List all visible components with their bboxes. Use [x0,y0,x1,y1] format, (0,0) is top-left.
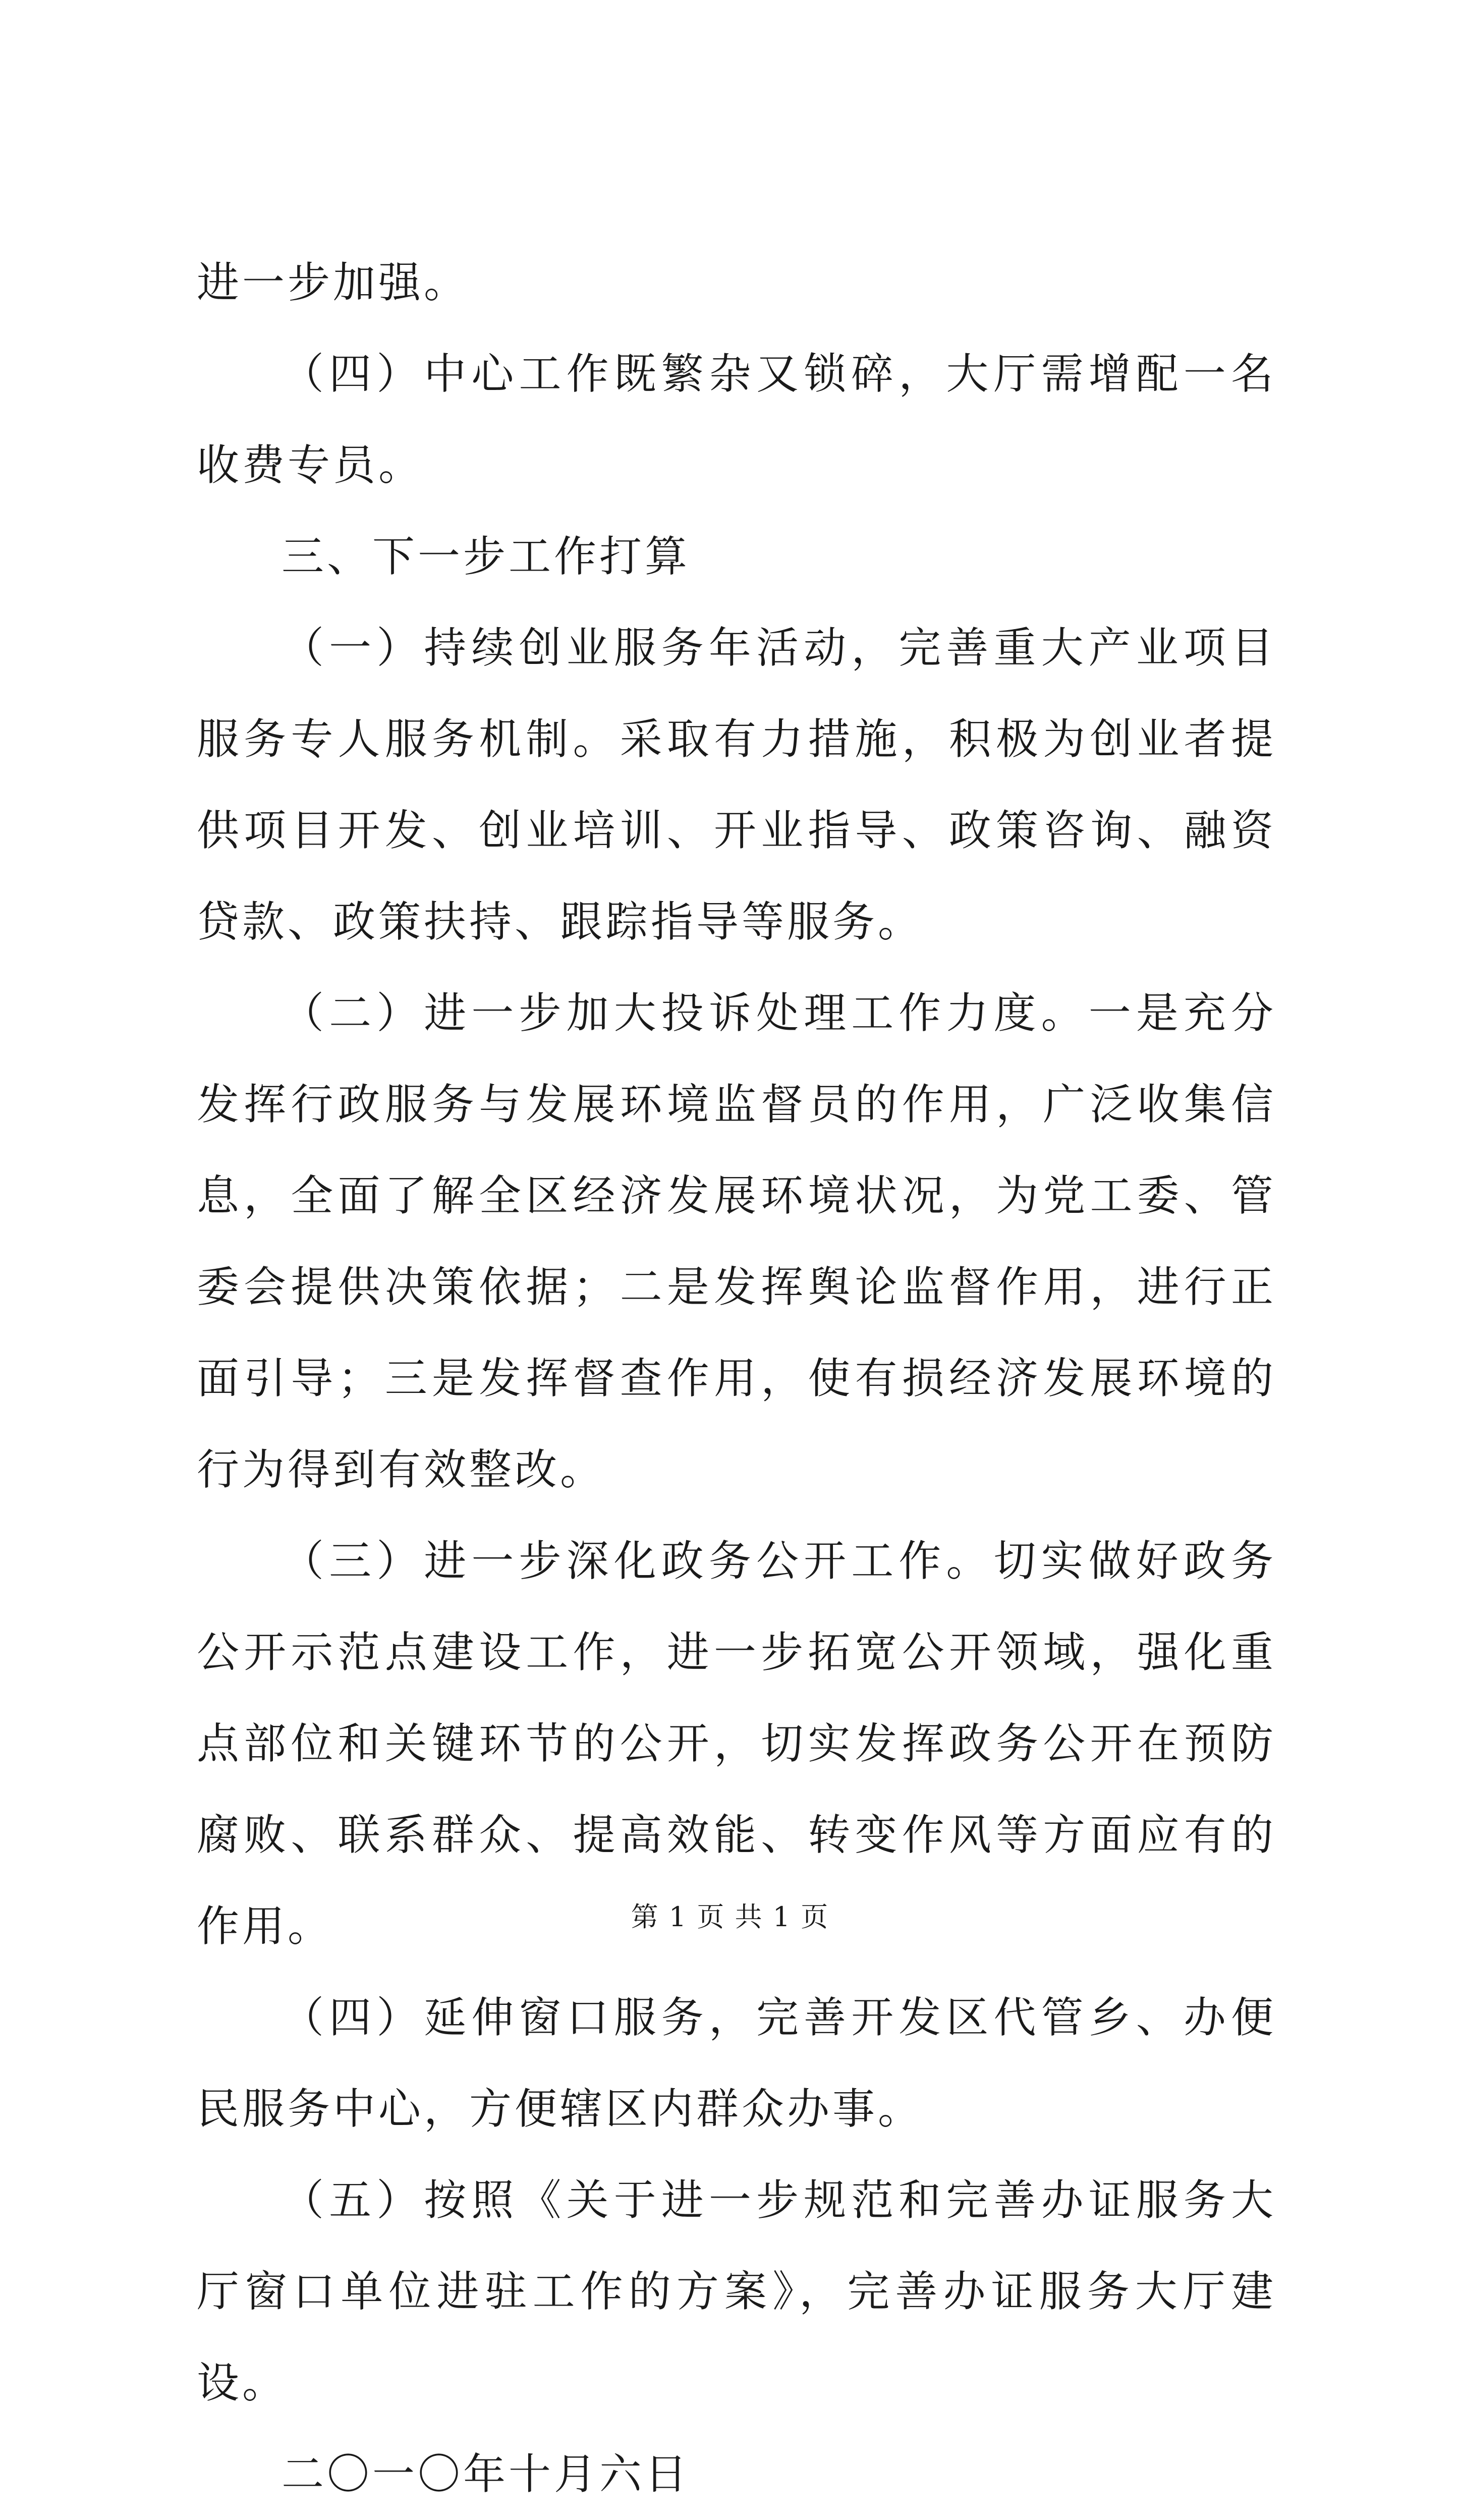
paragraph-issue-4: （四）中心工作既繁杂又锁碎，大厅需增配一名收费专员。 [197,349,1276,490]
paragraph-plan-3: （三）进一步深化政务公开工作。切实做好政务公开示范点建设工作，进一步拓宽公开领域，强化重点部位和关键环节的公开，切实发挥政务公开在预防腐败、联系群众、提高效能、转变作风等方面应有的作用。 [197,1536,1276,1951]
document-body [197,237,1276,2520]
paragraph-continuation: 进一步加强。 [197,258,470,307]
page-number-footer: 第 1 页 共 1 页 [631,1901,829,1933]
paragraph-plan-4: （四）延伸窗口服务，完善开发区代管乡、办便民服务中心，方便辖区内群众办事。 [197,1993,1276,2134]
paragraph-plan-1: （一）持续创业服务年活动，完善重大产业项目服务专人服务机制。采取有力措施，积极为创业者提供项目开发、创业培训、开业指导、政策咨询、融资贷款、政策扶持、跟踪指导等服务。 [197,623,1276,946]
document-date: 二〇一〇年十月六日 [282,2449,691,2499]
paragraph-plan-2: （二）进一步加大投诉处理工作力度。一是充分发挥行政服务与发展环境监督员的作用，广泛收集信息，全面了解全区经济发展环境状况，为党工委、管委会提供决策依据；二是发挥舆论监督作用，进行正面引导；三是发挥督查作用，使有损经济发展环境的行为得到有效整改。 [197,988,1276,1494]
paragraph-plan-5: （五）按照《关于进一步规范和完善办证服务大厅窗口单位进驻工作的方案》，完善办证服务大厅建设。 [197,2175,1276,2407]
section-heading-next-steps: 三、下一步工作打算 [282,532,691,581]
